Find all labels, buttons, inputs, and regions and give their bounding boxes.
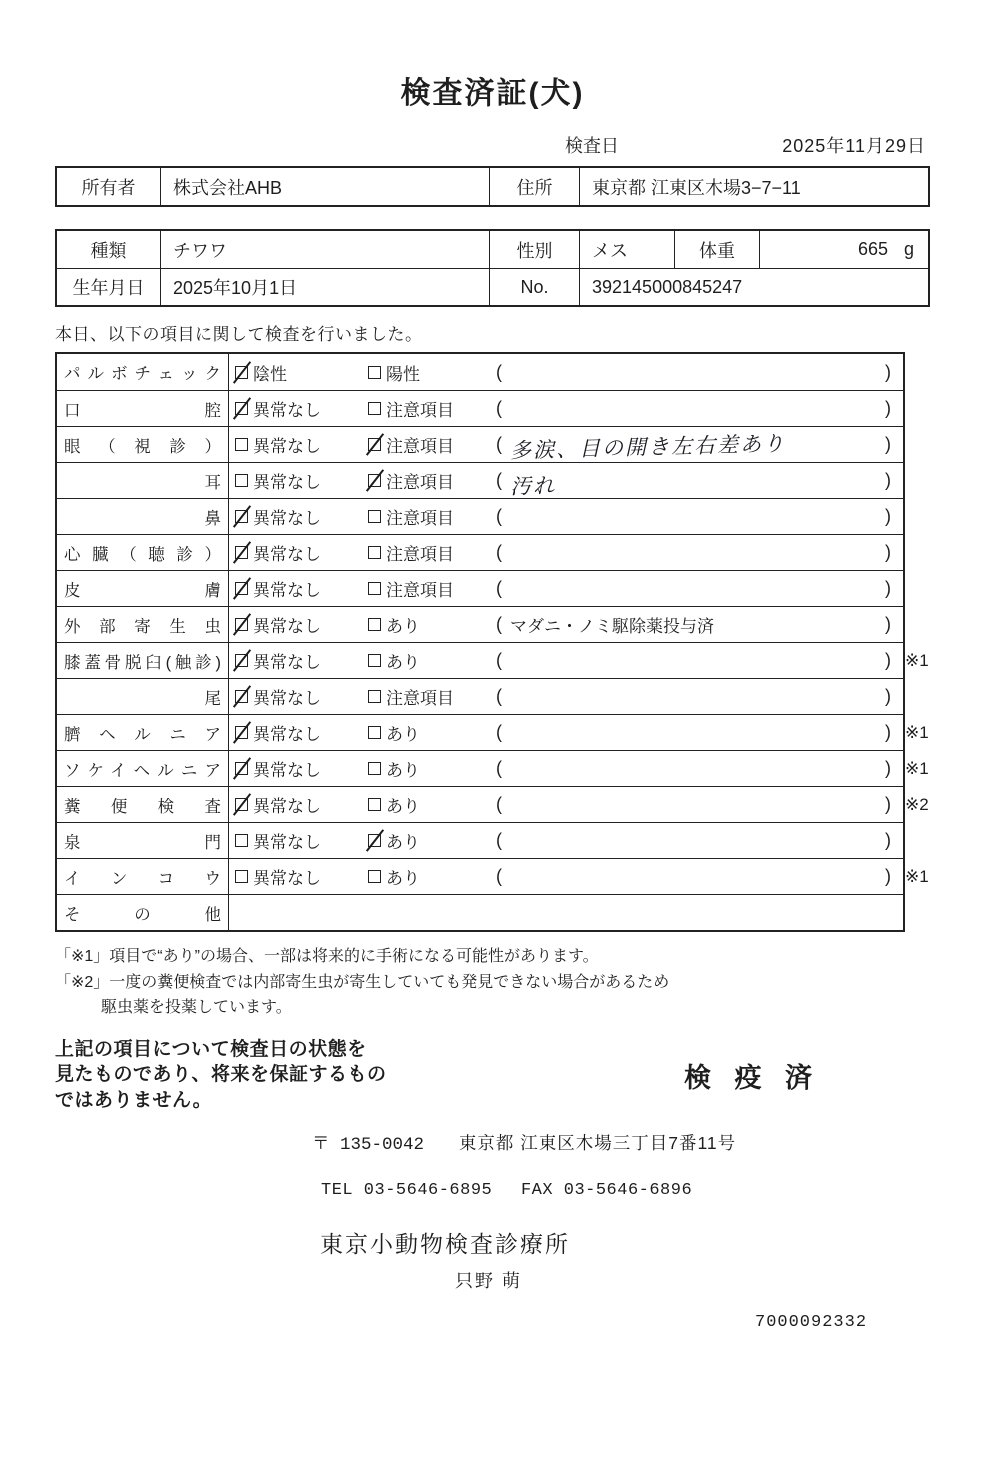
checkbox-icon [368, 546, 381, 559]
checkbox-icon [368, 798, 381, 811]
checkbox-icon [368, 762, 381, 775]
checkbox-icon [235, 870, 248, 883]
checkbox-icon [235, 474, 248, 487]
checkbox-icon [368, 618, 381, 631]
option-1 [235, 684, 368, 709]
option-1 [235, 864, 368, 889]
option-2-label: 注意項目 [386, 581, 454, 600]
paren-close: ) [885, 722, 891, 742]
checkbox-icon [235, 618, 248, 631]
checkbox-icon [368, 582, 381, 595]
paren-open: ( [496, 650, 502, 670]
option-1-label: 異常なし [253, 509, 321, 528]
inspection-row-parvo [57, 354, 903, 390]
option-2-label: あり [386, 833, 420, 852]
option-2-label: あり [386, 869, 420, 888]
item-name: 外部寄生虫 [64, 617, 221, 636]
paren-open: ( [496, 830, 502, 850]
checkbox-icon [235, 726, 248, 739]
footnote-2: 「※2」一度の糞便検査では内部寄生虫が寄生していても発見できない場合があるため [55, 973, 670, 991]
clinic-address-line [312, 1130, 930, 1155]
option-2 [368, 612, 496, 637]
quarantine-stamp: 検 疫 済 [683, 1062, 820, 1093]
item-name: 耳 [64, 473, 238, 492]
paren-close: ) [885, 578, 891, 598]
checkbox-icon [368, 654, 381, 667]
paren-open: ( [496, 794, 502, 814]
footnote-2-continued: 駆虫薬を投薬しています。 [101, 999, 292, 1017]
option-2 [368, 864, 496, 889]
tel-number: TEL 03-5646-6895 [321, 1180, 493, 1200]
paren-close: ) [885, 686, 891, 706]
address-label: 住所 [490, 168, 580, 205]
item-name: ソケイヘルニア [64, 761, 221, 780]
checkbox-icon [235, 654, 248, 667]
checkbox-icon [235, 546, 248, 559]
animal-row-1 [57, 231, 928, 268]
item-name: 泉門 [64, 833, 221, 852]
postal-code: 〒 135-0042 [312, 1134, 425, 1155]
option-2 [368, 468, 496, 493]
option-2 [368, 540, 496, 565]
option-1-label: 異常なし [253, 689, 321, 708]
inspection-table [55, 352, 929, 932]
option-1 [235, 540, 368, 565]
tel-fax-line [321, 1181, 930, 1200]
option-2 [368, 756, 496, 781]
disclaimer: 上記の項目について検査日の状態を 見たものであり、将来を保証するもの ではありません。 [55, 1038, 387, 1112]
option-2 [368, 360, 496, 385]
clinic-name: 東京小動物検査診療所 [320, 1230, 570, 1257]
option-1-label: 異常なし [253, 653, 321, 672]
checkbox-icon [368, 870, 381, 883]
bottom-band [55, 1037, 930, 1114]
checkbox-icon [368, 366, 381, 379]
paren-open: ( [496, 398, 502, 418]
item-name: 眼（視診） [64, 437, 221, 456]
inspection-row-other [57, 894, 903, 930]
inspection-row-eyes [57, 426, 903, 462]
paren-close: ) [885, 434, 891, 454]
serial-number: 7000092332 [755, 1312, 868, 1332]
option-2 [368, 504, 496, 529]
breed-value: チワワ [161, 231, 490, 268]
animal-table [55, 229, 930, 307]
option-2 [368, 396, 496, 421]
intro-text: 本日、以下の項目に関して検査を行いました。 [55, 325, 423, 344]
birth-label: 生年月日 [57, 269, 161, 305]
owner-label: 所有者 [57, 168, 161, 205]
item-name: 糞便検査 [64, 797, 221, 816]
birth-value: 2025年10月1日 [161, 269, 490, 305]
option-1-label: 異常なし [253, 617, 321, 636]
paren-open: ( [496, 434, 502, 454]
paren-close: ) [885, 542, 891, 562]
remark-mark: ※1 [905, 867, 929, 886]
weight-label: 体重 [675, 231, 760, 268]
remark-mark: ※1 [905, 759, 929, 778]
option-1-label: 異常なし [253, 437, 321, 456]
remark-mark: ※2 [905, 795, 929, 814]
checkbox-icon [368, 834, 381, 847]
remark-mark: ※1 [905, 723, 929, 742]
option-2 [368, 432, 496, 457]
option-2-label: あり [386, 725, 420, 744]
item-name: インコウ [64, 869, 221, 888]
option-1 [235, 468, 368, 493]
option-2-label: あり [386, 653, 420, 672]
checkbox-icon [235, 582, 248, 595]
option-1-label: 陰性 [253, 364, 287, 384]
item-name: その他 [64, 905, 221, 924]
checkbox-icon [368, 510, 381, 523]
checkbox-icon [235, 690, 248, 703]
handwritten-note: 汚れ [509, 474, 557, 499]
paren-close: ) [885, 794, 891, 814]
item-name: 膝蓋骨脱臼(触診) [64, 653, 221, 672]
inspection-row-ears [57, 462, 903, 498]
option-2-label: あり [386, 797, 420, 816]
option-2 [368, 684, 496, 709]
owner-value: 株式会社AHB [161, 168, 490, 205]
remark-mark: ※1 [905, 651, 929, 670]
inspection-row-mouth [57, 390, 903, 426]
option-1-label: 異常なし [253, 833, 321, 852]
option-1 [235, 504, 368, 529]
option-1 [235, 576, 368, 601]
checkbox-icon [235, 366, 248, 379]
checkbox-icon [235, 510, 248, 523]
owner-row [57, 168, 928, 205]
checkbox-icon [368, 402, 381, 415]
option-1-label: 異常なし [253, 761, 321, 780]
animal-row-2 [57, 268, 928, 305]
sex-value: メス [580, 231, 675, 268]
handwritten-note: 多涙、目の開き左右差あり [509, 432, 787, 463]
paren-close: ) [885, 470, 891, 490]
weight-unit: g [903, 239, 914, 259]
option-1-label: 異常なし [253, 545, 321, 564]
option-2-label: 陽性 [386, 364, 420, 384]
checkbox-icon [235, 834, 248, 847]
paren-close: ) [885, 506, 891, 526]
option-2-label: あり [386, 617, 420, 636]
paren-open: ( [496, 470, 502, 490]
option-1 [235, 756, 368, 781]
checkbox-icon [368, 438, 381, 451]
paren-open: ( [496, 686, 502, 706]
option-1 [235, 792, 368, 817]
paren-open: ( [496, 542, 502, 562]
option-2-label: 注意項目 [386, 545, 454, 564]
inspection-row-fecal [57, 786, 929, 822]
paren-close: ) [885, 758, 891, 778]
footnotes [55, 944, 930, 1021]
inspection-row-patella [57, 642, 929, 678]
paren-open: ( [496, 614, 502, 634]
option-2-label: あり [386, 761, 420, 780]
option-1 [235, 360, 368, 385]
weight-value-cell [760, 231, 928, 268]
no-value: 392145000845247 [592, 276, 743, 297]
paren-close: ) [885, 650, 891, 670]
option-1-label: 異常なし [253, 581, 321, 600]
option-1 [235, 720, 368, 745]
inspection-row-umbilical-hernia [57, 714, 929, 750]
paren-close: ) [885, 830, 891, 850]
inspection-row-fontanelle [57, 822, 903, 858]
option-2-label: 注意項目 [386, 401, 454, 420]
page-title: 検査済証(犬) [400, 77, 585, 110]
paren-close: ) [885, 614, 891, 634]
inspection-row-nose [57, 498, 903, 534]
paren-close: ) [885, 361, 891, 382]
inspection-date-row [55, 132, 930, 158]
paren-open: ( [496, 866, 502, 886]
option-2 [368, 648, 496, 673]
item-name: 尾 [64, 689, 238, 708]
option-1 [235, 432, 368, 457]
checkbox-icon [368, 690, 381, 703]
item-name: 鼻 [64, 509, 238, 528]
inspection-date-label: 検査日 [565, 136, 619, 156]
option-2-label: 注意項目 [386, 509, 454, 528]
note-text: マダニ・ノミ駆除薬投与済 [510, 617, 714, 636]
option-1-label: 異常なし [253, 725, 321, 744]
option-2 [368, 720, 496, 745]
inspection-row-inkou [57, 858, 929, 894]
inspection-row-heart [57, 534, 903, 570]
option-1 [235, 828, 368, 853]
option-2-label: 注意項目 [386, 437, 454, 456]
option-1 [235, 396, 368, 421]
checkbox-icon [235, 438, 248, 451]
option-1 [235, 648, 368, 673]
inspection-row-parasites [57, 606, 903, 642]
option-1-label: 異常なし [253, 401, 321, 420]
breed-label: 種類 [57, 231, 161, 268]
item-name: 臍ヘルニア [64, 725, 221, 744]
address-value: 東京都 江東区木場3−7−11 [592, 177, 801, 198]
checkbox-icon [235, 762, 248, 775]
veterinarian-name: 只野 萌 [455, 1270, 523, 1291]
item-name: 心臓（聴診） [64, 545, 221, 564]
paren-open: ( [496, 578, 502, 598]
inspection-row-tail [57, 678, 903, 714]
option-2-label: 注意項目 [386, 689, 454, 708]
paren-close: ) [885, 866, 891, 886]
sex-label: 性別 [490, 231, 580, 268]
checkbox-icon [235, 402, 248, 415]
option-1-label: 異常なし [253, 473, 321, 492]
inspection-date-value: 2025年11月29日 [782, 136, 926, 156]
option-2 [368, 576, 496, 601]
inspection-row-inguinal-hernia [57, 750, 929, 786]
option-2-label: 注意項目 [386, 473, 454, 492]
item-name: 皮膚 [64, 581, 221, 600]
paren-open: ( [496, 758, 502, 778]
option-1-label: 異常なし [253, 797, 321, 816]
no-label: No. [490, 269, 580, 305]
checkbox-icon [235, 798, 248, 811]
checkbox-icon [368, 474, 381, 487]
paren-open: ( [496, 506, 502, 526]
paren-close: ) [885, 398, 891, 418]
option-2 [368, 828, 496, 853]
option-2 [368, 792, 496, 817]
weight-value: 665 [857, 239, 888, 259]
checkbox-icon [368, 726, 381, 739]
clinic-address: 東京都 江東区木場三丁目7番11号 [458, 1132, 737, 1153]
paren-open: ( [496, 361, 502, 382]
inspection-row-skin [57, 570, 903, 606]
option-1-label: 異常なし [253, 869, 321, 888]
item-name: パルボチェック [64, 365, 221, 383]
paren-open: ( [496, 722, 502, 742]
fax-number: FAX 03-5646-6896 [520, 1180, 693, 1200]
item-name: 口腔 [64, 401, 221, 420]
option-1 [235, 612, 368, 637]
footnote-1: 「※1」項目で“あり”の場合、一部は将来的に手術になる可能性があります。 [55, 948, 599, 965]
owner-table [55, 166, 930, 207]
